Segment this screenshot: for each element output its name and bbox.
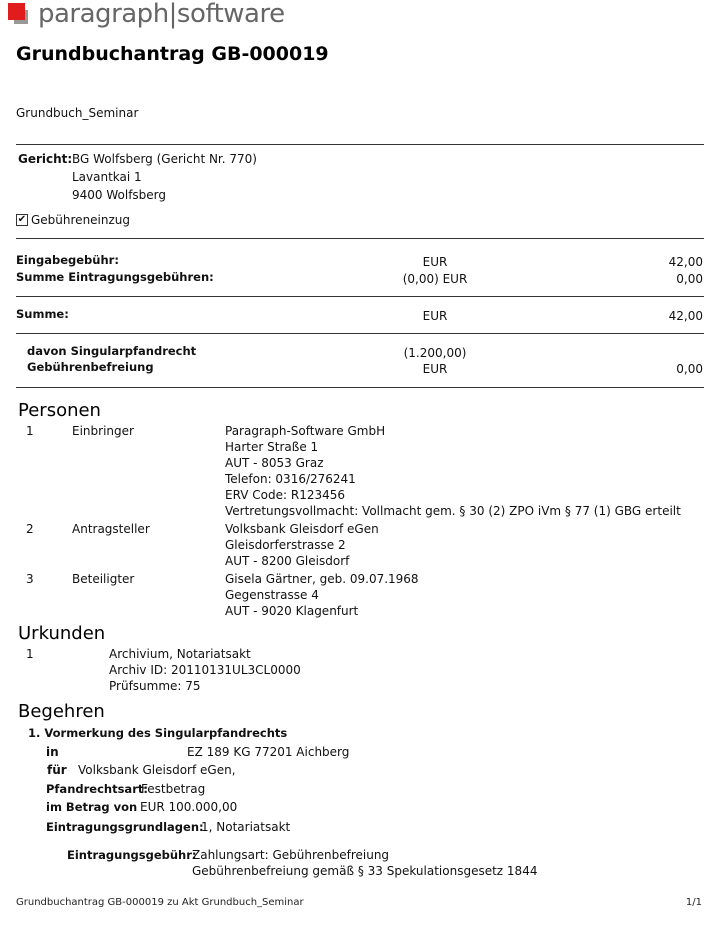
personen-heading: Personen <box>18 400 101 421</box>
eingabegebuehr-currency: EUR <box>422 255 448 269</box>
singularpfandrecht-value: (1.200,00) <box>403 346 467 360</box>
begehren-item-title: 1. Vormerkung des Singularpfandrechts <box>28 726 288 740</box>
person-2-nr: 2 <box>26 522 34 536</box>
page-number: 1/1 <box>685 897 702 908</box>
person-3-nr: 3 <box>26 572 34 586</box>
akt-name: Grundbuch_Seminar <box>16 106 139 120</box>
urkunde-1-line: Archivium, Notariatsakt <box>109 647 251 661</box>
person-2-role: Antragsteller <box>72 522 150 536</box>
begehren-fuer-value: Volksbank Gleisdorf eGen, <box>78 763 236 777</box>
eintragungsgrundlagen-label: Eintragungsgrundlagen: <box>46 820 204 834</box>
urkunde-1-nr: 1 <box>26 647 34 661</box>
person-1-line: ERV Code: R123456 <box>225 488 346 502</box>
begehren-in-value: EZ 189 KG 77201 Aichberg <box>187 745 350 759</box>
person-1-line: Harter Straße 1 <box>225 440 319 454</box>
eintragungsgebuehren-label: Summe Eintragungsgebühren: <box>16 270 214 284</box>
divider <box>16 238 704 239</box>
divider <box>16 333 704 334</box>
person-2-line: AUT - 8200 Gleisdorf <box>225 554 350 568</box>
gericht-line-1: BG Wolfsberg (Gericht Nr. 770) <box>72 152 257 166</box>
person-3-line: Gegenstrasse 4 <box>225 588 319 602</box>
eintragungsgrundlagen-value: 1, Notariatsakt <box>201 820 291 834</box>
divider <box>16 387 704 388</box>
summe-amount: 42,00 <box>668 309 703 323</box>
person-1-line: AUT - 8053 Graz <box>225 456 324 470</box>
pfandrechtsart-value: Festbetrag <box>141 782 206 796</box>
betrag-label: im Betrag von <box>46 800 138 814</box>
logo-text: paragraph|software <box>38 0 285 29</box>
gebuehreneinzug-checkbox[interactable]: ✔ <box>17 214 27 225</box>
footer-text: Grundbuchantrag GB-000019 zu Akt Grundbuch_Seminar <box>16 897 304 908</box>
gebuehreneinzug-label: Gebühreneinzug <box>31 213 131 227</box>
person-3-role: Beteiligter <box>72 572 135 586</box>
person-1-role: Einbringer <box>72 424 134 438</box>
eingabegebuehr-label: Eingabegebühr: <box>16 253 119 267</box>
gericht-label: Gericht: <box>18 152 73 166</box>
urkunde-1-line: Prüfsumme: 75 <box>109 679 201 693</box>
urkunden-heading: Urkunden <box>18 623 106 644</box>
gericht-line-3: 9400 Wolfsberg <box>72 188 167 202</box>
begehren-fuer-label: für <box>47 763 67 777</box>
divider <box>16 144 704 145</box>
person-1-line: Paragraph-Software GmbH <box>225 424 386 438</box>
person-1-line: Telefon: 0316/276241 <box>225 472 356 486</box>
gebuehrenbefreiung-amount: 0,00 <box>676 362 703 376</box>
person-1-line: Vertretungsvollmacht: Vollmacht gem. § 30 (2) ZPO iVm § 77 (1) GBG erteilt <box>225 504 681 518</box>
eintragungsgebuehren-amount: 0,00 <box>676 272 703 286</box>
eintragungsgebuehren-currency: (0,00) EUR <box>402 272 468 286</box>
person-2-line: Gleisdorferstrasse 2 <box>225 538 346 552</box>
begehren-heading: Begehren <box>18 701 105 722</box>
person-1-nr: 1 <box>26 424 34 438</box>
person-3-line: AUT - 9020 Klagenfurt <box>225 604 359 618</box>
gebuehrenbefreiung-currency: EUR <box>422 362 448 376</box>
summe-label: Summe: <box>16 307 69 321</box>
divider <box>16 296 704 297</box>
gebuehrenbefreiung-label: Gebührenbefreiung <box>27 360 154 374</box>
person-3-line: Gisela Gärtner, geb. 09.07.1968 <box>225 572 419 586</box>
urkunde-1-line: Archiv ID: 20110131UL3CL0000 <box>109 663 301 677</box>
pfandrechtsart-label: Pfandrechtsart: <box>46 782 148 796</box>
eintragungsgebuehr-line-2: Gebührenbefreiung gemäß § 33 Spekulationsgesetz 1844 <box>192 864 538 878</box>
singularpfandrecht-label: davon Singularpfandrecht <box>27 344 197 358</box>
eintragungsgebuehr-label: Eintragungsgebühr: <box>67 848 197 862</box>
eintragungsgebuehr-line-1: Zahlungsart: Gebührenbefreiung <box>192 848 390 862</box>
document-title: Grundbuchantrag GB-000019 <box>16 43 329 65</box>
summe-currency: EUR <box>422 309 448 323</box>
person-2-line: Volksbank Gleisdorf eGen <box>225 522 379 536</box>
begehren-in-label: in <box>46 745 59 759</box>
eingabegebuehr-amount: 42,00 <box>668 255 703 269</box>
logo-square <box>8 3 25 20</box>
betrag-value: EUR 100.000,00 <box>140 800 238 814</box>
gericht-line-2: Lavantkai 1 <box>72 170 142 184</box>
